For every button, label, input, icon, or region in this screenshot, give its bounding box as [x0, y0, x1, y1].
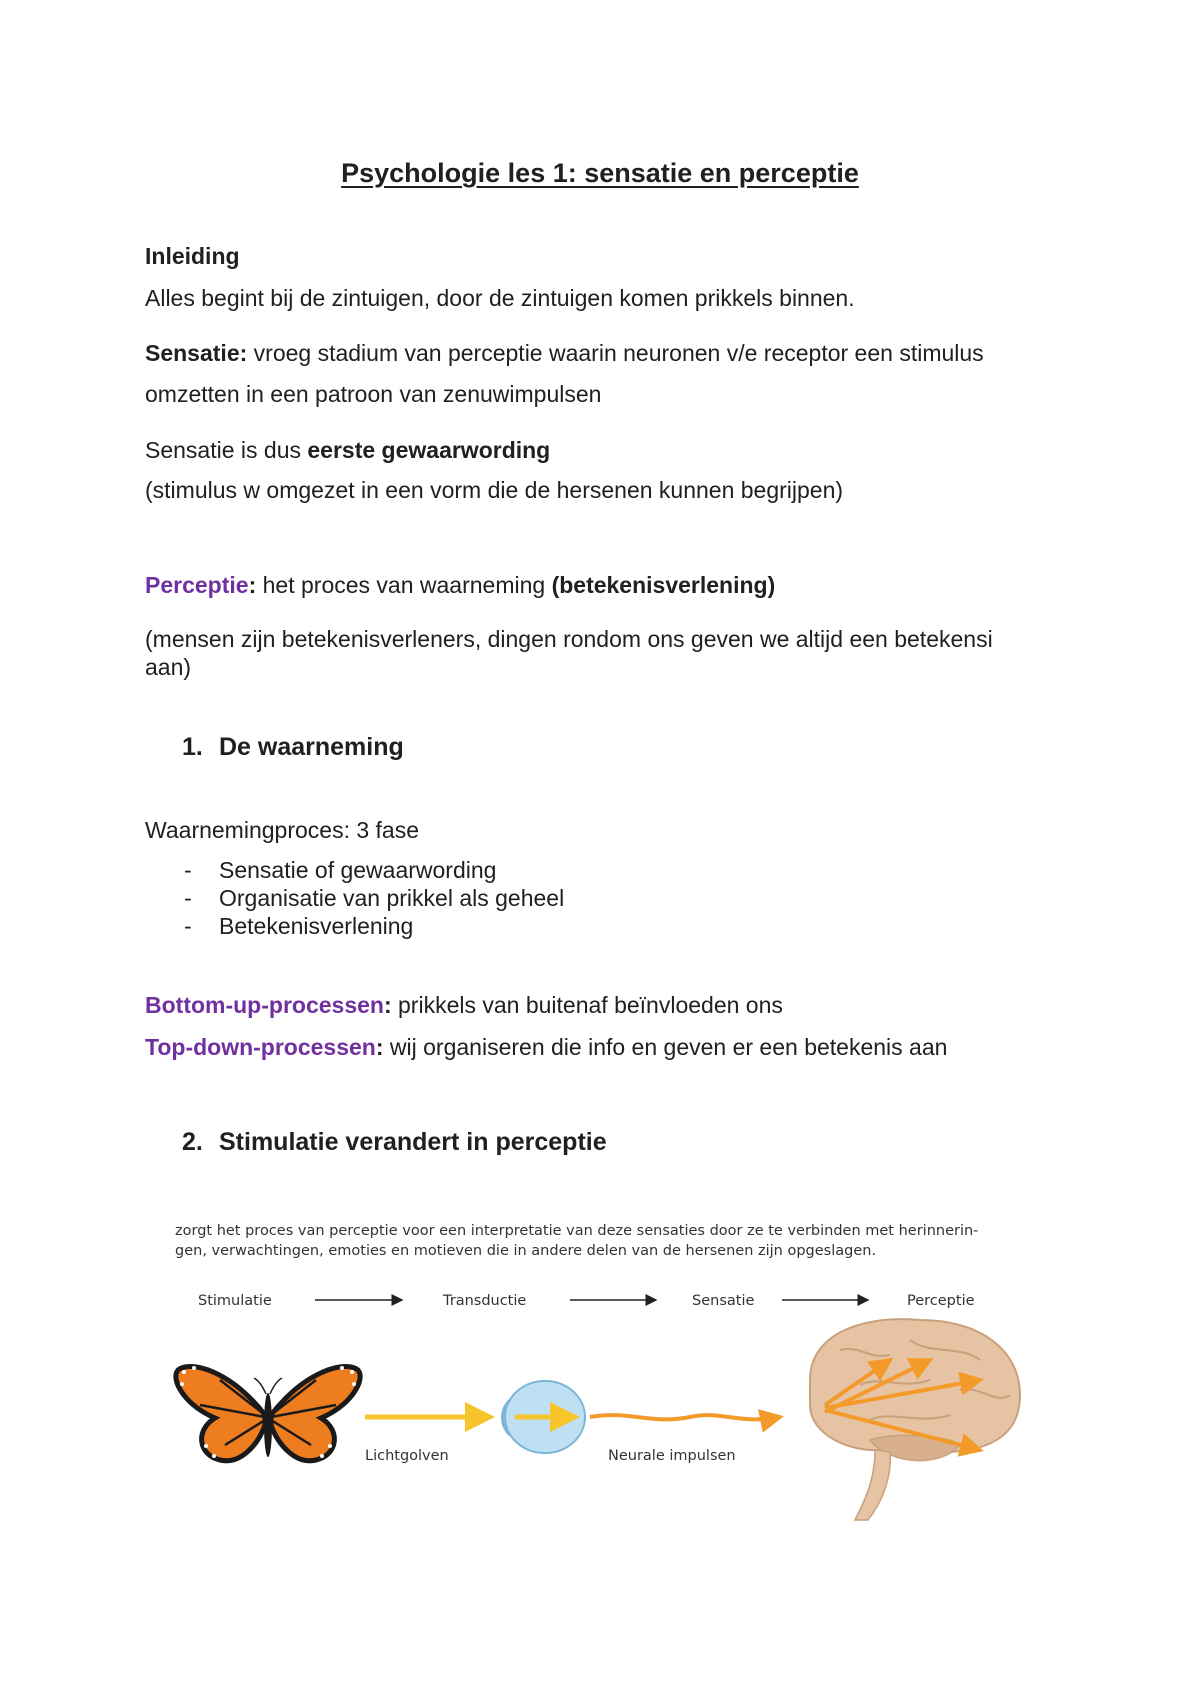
- brain-icon: [810, 1319, 1020, 1520]
- bottom-up-text: prikkels van buitenaf beïnvloeden ons: [391, 992, 783, 1018]
- section1-heading: De waarneming: [219, 733, 404, 761]
- bullet-marker: -: [184, 857, 192, 883]
- perceptie-bold: (betekenisverlening): [551, 572, 776, 598]
- list-item: Betekenisverlening: [219, 913, 414, 939]
- perception-figure: [170, 1220, 1050, 1550]
- list-item: Sensatie of gewaarwording: [219, 857, 497, 883]
- perceptie-colon: :: [248, 572, 257, 598]
- intro-heading: Inleiding: [145, 243, 240, 269]
- perceptie-definition: [145, 571, 775, 599]
- stage-label: Perceptie: [907, 1293, 975, 1309]
- sensatie-dus-line: [145, 436, 550, 464]
- bottom-up-term: Bottom-up-processen: [145, 992, 384, 1018]
- neural-label: Neurale impulsen: [608, 1448, 736, 1464]
- section2-heading: Stimulatie verandert in perceptie: [219, 1128, 607, 1156]
- bottom-up-colon: :: [383, 992, 392, 1018]
- sensatie-definition-line1: [145, 339, 984, 367]
- bottom-up-definition: [145, 991, 783, 1019]
- mensen-line2: aan): [145, 654, 192, 680]
- stage-label: Sensatie: [692, 1293, 755, 1309]
- figure-drawing: [170, 1220, 1050, 1550]
- sensatie-dus-text: Sensatie is dus: [145, 437, 308, 463]
- section1-number: 1.: [182, 733, 203, 761]
- sensatie-dus-bold: eerste gewaarwording: [307, 437, 551, 463]
- eye-icon: [503, 1381, 586, 1453]
- neural-arrow: [590, 1415, 780, 1419]
- stage-label: Transductie: [443, 1293, 527, 1309]
- bullet-marker: -: [184, 885, 192, 911]
- waarneming-intro: Waarnemingproces: 3 fase: [145, 817, 420, 843]
- sensatie-term: Sensatie:: [145, 340, 248, 366]
- bullet-marker: -: [184, 913, 192, 939]
- light-label: Lichtgolven: [365, 1448, 449, 1464]
- top-down-definition: [145, 1033, 947, 1061]
- top-down-text: wij organiseren die info en geven er een betekenis aan: [383, 1034, 948, 1060]
- butterfly-icon: [176, 1366, 360, 1461]
- sensatie-definition: vroeg stadium van perceptie waarin neuronen v/e receptor een stimulus: [247, 340, 984, 366]
- top-down-colon: :: [375, 1034, 384, 1060]
- perceptie-term: Perceptie: [145, 572, 249, 598]
- stage-label: Stimulatie: [198, 1293, 272, 1309]
- stimulus-note: (stimulus w omgezet in een vorm die de hersenen kunnen begrijpen): [145, 477, 844, 503]
- mensen-line1: (mensen zijn betekenisverleners, dingen rondom ons geven we altijd een betekensi: [145, 626, 993, 652]
- top-down-term: Top-down-processen: [145, 1034, 376, 1060]
- figure-caption-line2: gen, verwachtingen, emoties en motieven die in andere delen van de hersenen zijn opgeslagen.: [175, 1243, 877, 1259]
- list-item: Organisatie van prikkel als geheel: [219, 885, 565, 911]
- page-title: Psychologie les 1: sensatie en perceptie: [341, 158, 859, 188]
- intro-text: Alles begint bij de zintuigen, door de zintuigen komen prikkels binnen.: [145, 285, 855, 311]
- sensatie-definition-line2: omzetten in een patroon van zenuwimpulsen: [145, 381, 602, 407]
- figure-caption-line1: zorgt het proces van perceptie voor een interpretatie van deze sensaties door ze te verbinden met herinnerin-: [175, 1223, 979, 1239]
- perceptie-definition-text: het proces van waarneming: [256, 572, 552, 598]
- section2-number: 2.: [182, 1128, 203, 1156]
